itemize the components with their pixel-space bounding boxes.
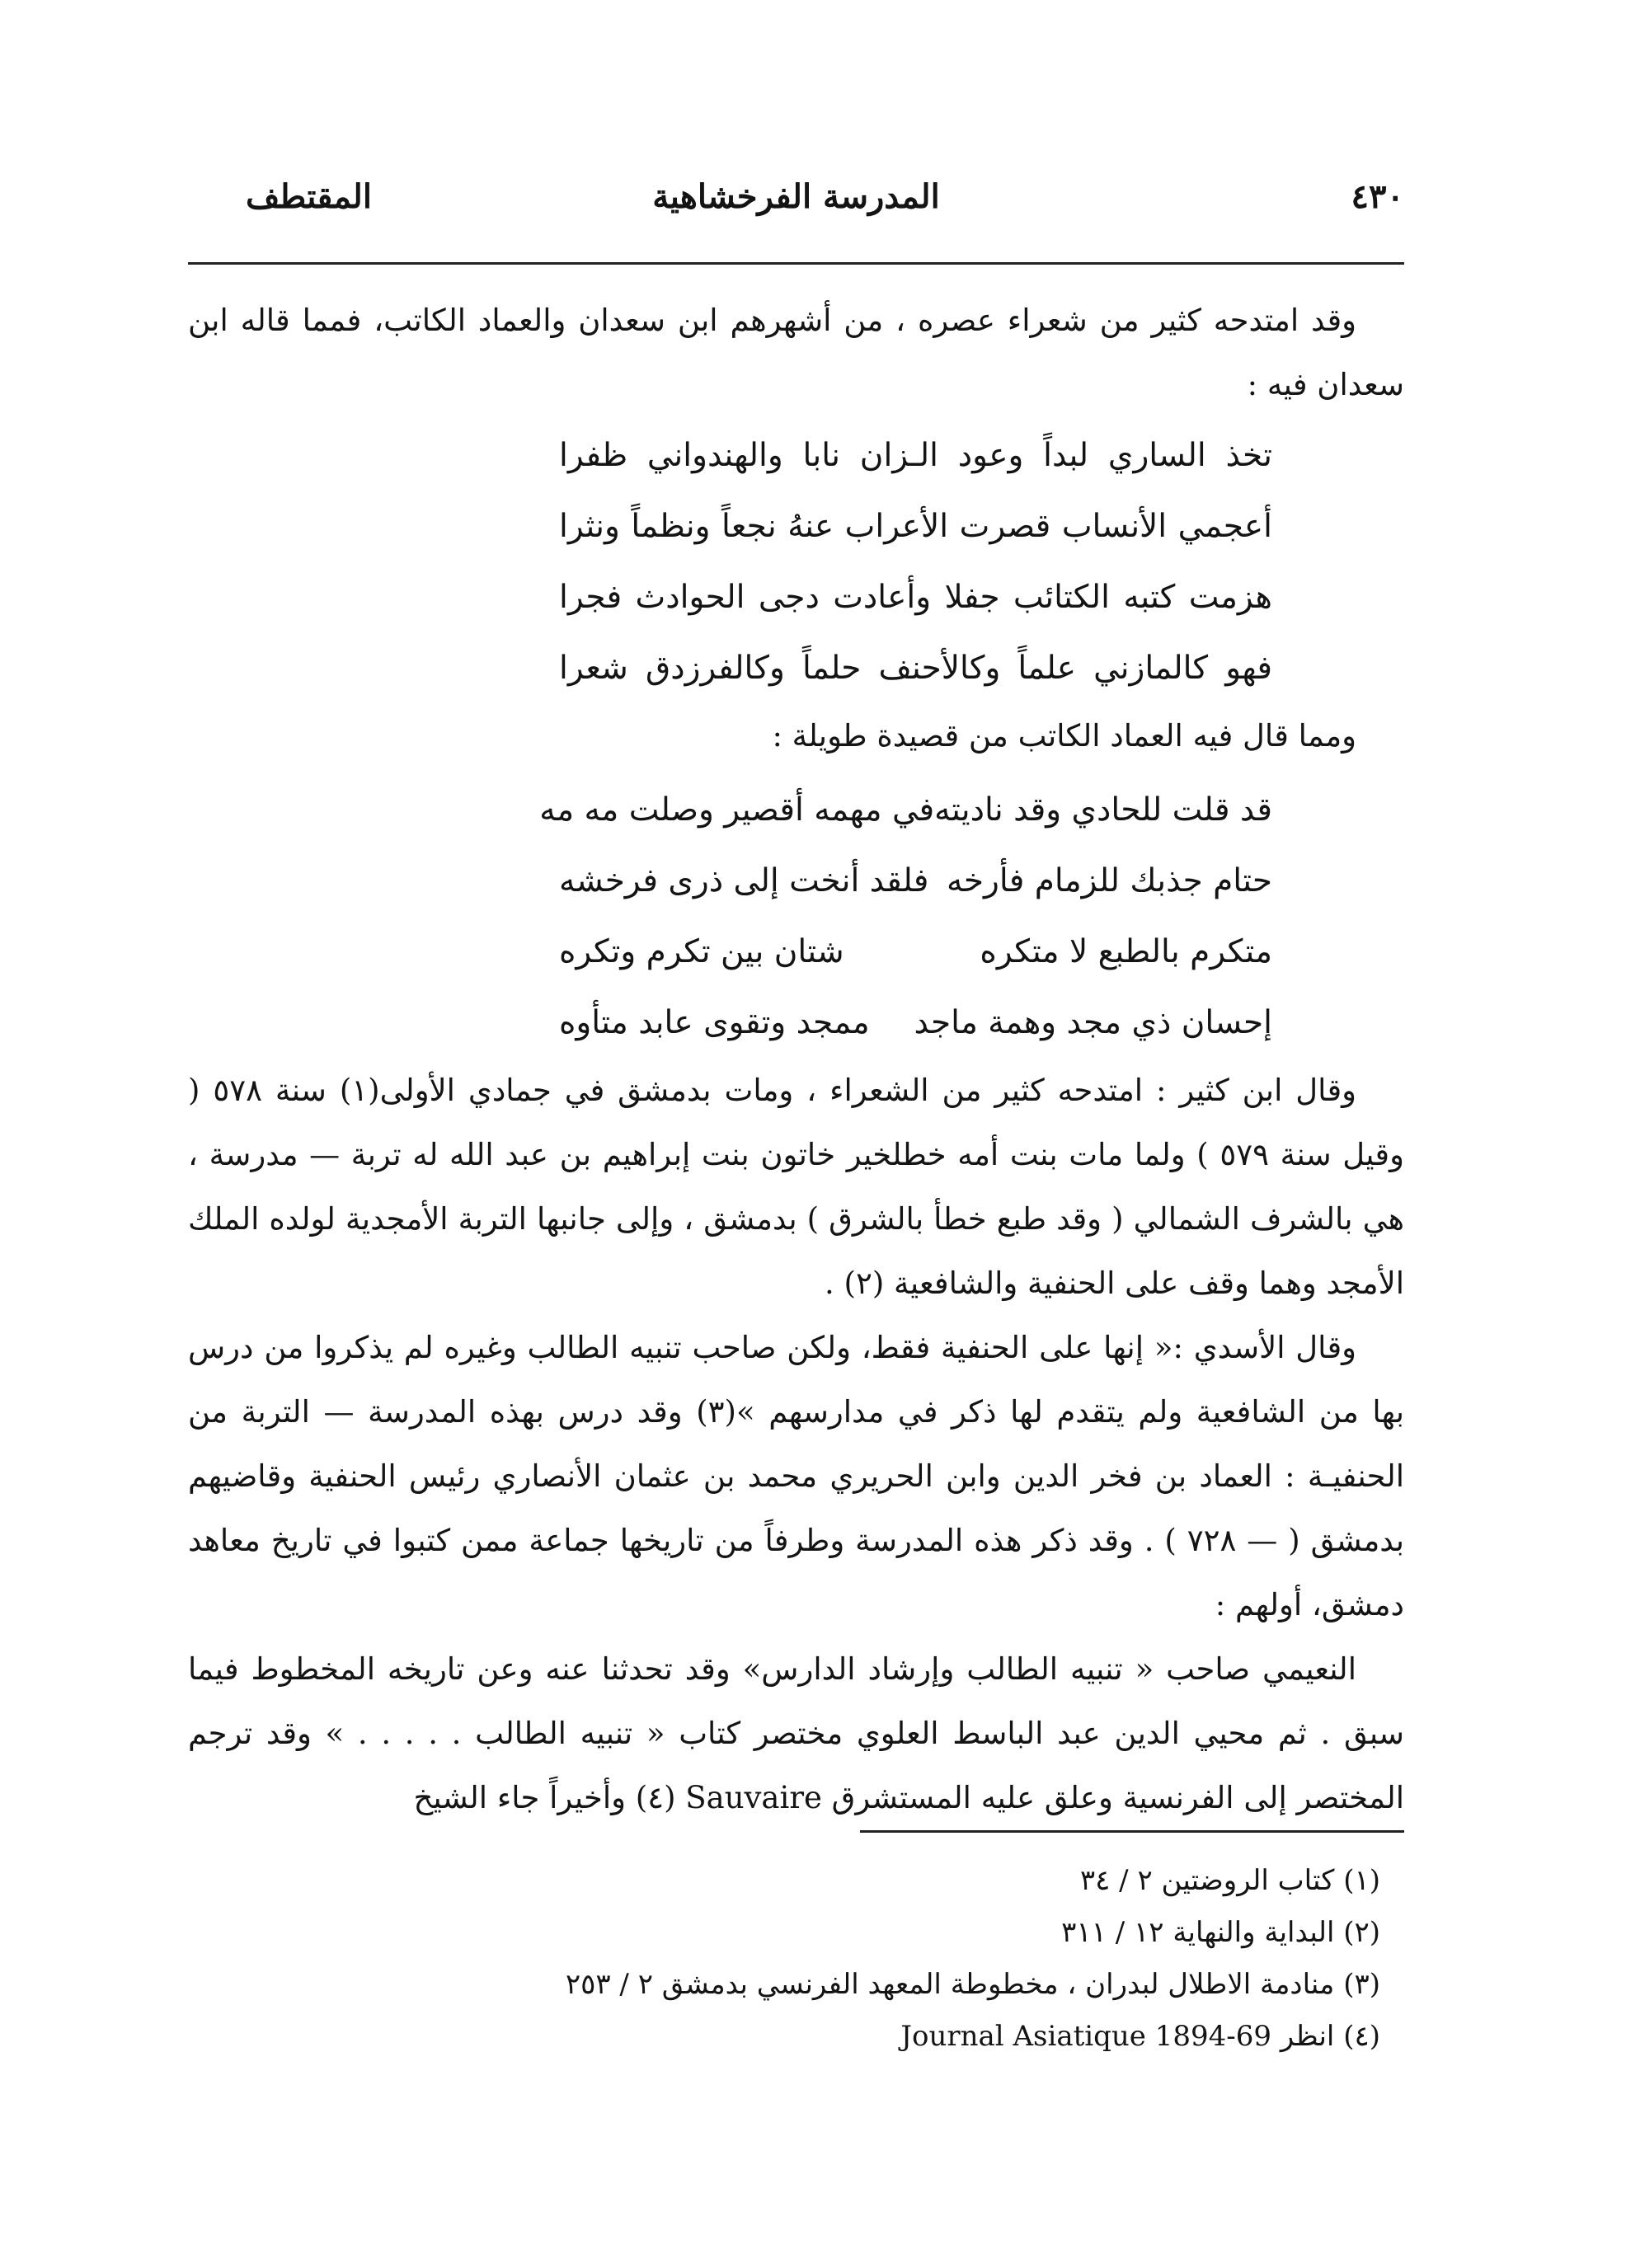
footnotes — [515, 1855, 1380, 2063]
verse-row — [559, 988, 1272, 1059]
paragraph-intro: وقد امتدحه كثير من شعراء عصره ، من أشهرهم ابن سعدان والعماد الكاتب، فمما قاله ابن سعدان فيه : — [188, 303, 1404, 402]
footnote-1: (١) كتاب الروضتين ٢ / ٣٤ — [1079, 1864, 1380, 1897]
first-hemistich: إحسان ذي مجد وهمة ماجد — [914, 1004, 1272, 1041]
poem-imad-katib — [188, 775, 1404, 1059]
verse-row — [559, 917, 1272, 988]
paragraph-ibn-kathir: وقال ابن كثير : امتدحه كثير من الشعراء ، ومات بدمشق في جمادي الأولى(١) سنة ٥٧٨ ( وقيل سنة ٥٧٩ ) ولما مات بنت أمه خطلخير خاتون بنت إبراهيم بن عبد الله له تربة — مدرسة ، هي بالشرف الشمالي ( وقد طبع خطأ بالشرق ) بدمشق ، وإلى جانبها التربة الأمجدية لولده الملك الأمجد وهما وقف على الحنفية والشافعية (٢) . — [188, 1073, 1404, 1301]
journal-name: المقتطف — [246, 177, 372, 216]
page-number: ٤٣٠ — [1351, 177, 1404, 216]
paragraph-imad: ومما قال فيه العماد الكاتب من قصيدة طويلة : — [772, 718, 1356, 754]
footnote-3: (٣) منادمة الاطلال لبدران ، مخطوطة المعهد الفرنسي بدمشق ٢ / ٢٥٣ — [565, 1968, 1380, 2001]
header-rule — [188, 262, 1404, 265]
first-hemistich: متكرم بالطبع لا متكره — [980, 933, 1272, 970]
verse-line: أعجمي الأنساب قصرت الأعراب عنهُ نجعاً ونظماً ونثرا — [559, 508, 1272, 545]
paragraph-asadi: وقال الأسدي :« إنها على الحنفية فقط، ولكن صاحب تنبيه الطالب وغيره لم يذكروا من درس بها من الشافعية ولم يتقدم لها ذكر في مدارسهم »(٣) وقد درس بهذه المدرسة — التربة من الحنفيـة : العماد بن فخر الدين وابن الحريري محمد بن عثمان الأنصاري رئيس الحنفية وقاضيهم بدمشق ( — ٧٢٨ ) . وقد ذكر هذه المدرسة وطرفاً من تاريخها جماعة ممن كتبوا في تاريخ معاهد دمشق، أولهم : — [188, 1330, 1404, 1622]
page-header — [188, 169, 1404, 243]
footnote-2: (٢) البداية والنهاية ١٢ / ٣١١ — [1061, 1916, 1380, 1949]
footnote-rule — [860, 1830, 1404, 1833]
first-hemistich: حتام جذبك للزمام فأرخه — [946, 862, 1272, 899]
second-hemistich: ممجد وتقوى عابد متأوه — [559, 1004, 870, 1041]
poem-ibn-saadan — [188, 420, 1404, 704]
second-hemistich: فلقد أنخت إلى ذرى فرخشه — [559, 862, 929, 899]
verse-line: فهو كالمازني علماً وكالأحنف حلماً وكالفرزدق شعرا — [559, 650, 1272, 687]
article-body — [188, 289, 1404, 1830]
second-hemistich: شتان بين تكرم وتكره — [559, 933, 844, 970]
verse-row — [559, 846, 1272, 917]
first-hemistich: قد قلت للحادي وقد ناديته — [934, 791, 1272, 829]
paragraph-nuaymi: النعيمي صاحب « تنبيه الطالب وإرشاد الدارس» وقد تحدثنا عنه وعن تاريخه المخطوط فيما سبق . ثم محيي الدين عبد الباسط العلوي مختصر كتاب « تنبيه الطالب . . . . . » وقد ترجم المختصر إلى الفرنسية وعلق عليه المستشرق Sauvaire (٤) وأخيراً جاء الشيخ — [188, 1651, 1404, 1815]
verse-line: تخذ الساري لبداً وعود الـزان نابا والهندواني ظفرا — [559, 437, 1272, 474]
running-title: المدرسة الفرخشاهية — [652, 177, 940, 216]
verse-row — [539, 775, 1272, 846]
second-hemistich: في مهمه أقصير وصلت مه مه — [539, 791, 935, 829]
verse-line: هزمت كتبه الكتائب جفلا وأعادت دجى الحوادث فجرا — [559, 579, 1272, 616]
footnote-4: (٤) انظر Journal Asiatique 1894-69 — [900, 2020, 1380, 2053]
